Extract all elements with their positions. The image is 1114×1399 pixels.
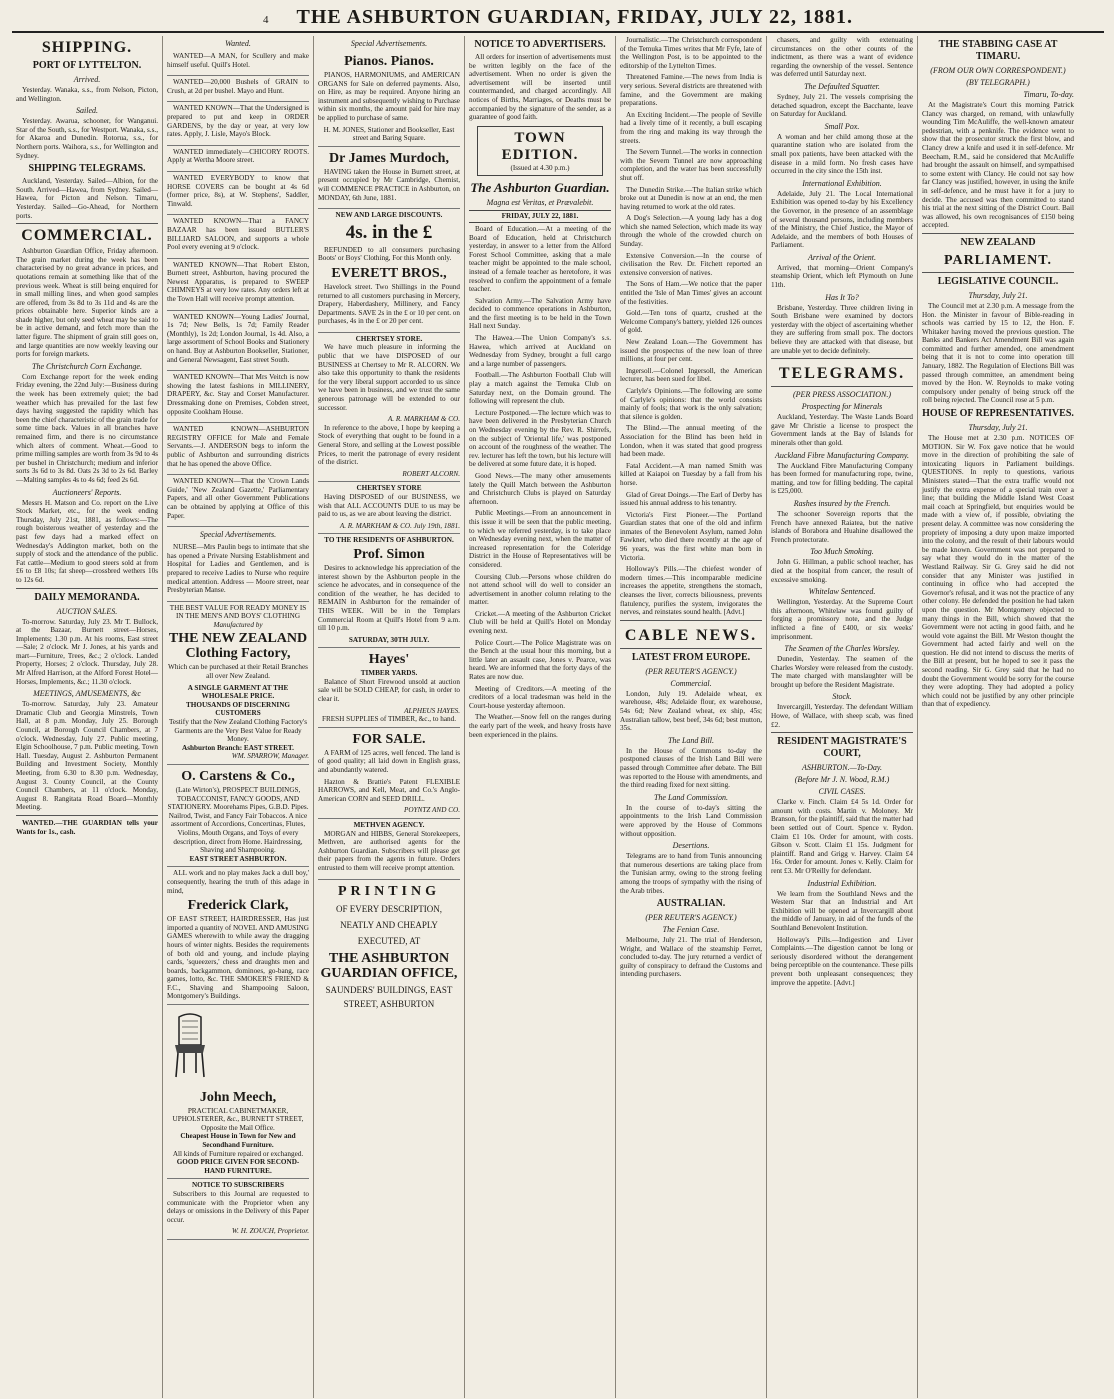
meech-ad: [167, 1005, 309, 1179]
australian-heading: AUSTRALIAN.: [656, 898, 726, 910]
ad-text: WANTED EVERYBODY to know that HORSE COVERS can be bought at 4s 6d (former price, 8s), at W. Stephens', Saddler, Tinwald.: [167, 173, 309, 208]
squatter-heading: The Defaulted Squatter.: [804, 81, 880, 91]
clothing-customers: THOUSANDS OF DISCERNING CUSTOMERS: [186, 700, 290, 718]
murdoch-name: Dr James Murdoch,: [329, 150, 449, 166]
shipping-telegrams-heading: SHIPPING TELEGRAMS.: [28, 163, 146, 175]
holloway-advert: Holloway's Pills.—Indigestion and Liver Complaints.—The digestion cannot be long or seriously disordered without the derangement being perceptible on the countenance. These pills prevent both unpleasant consequences; they improve the appetite. [Advt.]: [771, 935, 913, 987]
column-7: [918, 36, 1078, 1398]
stabbing-heading: THE STABBING CASE AT TIMARU.: [938, 39, 1058, 62]
chertsey-alcorn-sign: ROBERT ALCORN.: [402, 469, 460, 478]
page-number: 4: [262, 14, 269, 26]
wanted-ad: [167, 371, 309, 423]
agency-text: MORGAN and HIBBS, General Storekeepers, Methven, are authorised agents for the Ashburton Guardian. Subscribers will please get their papers from the agents in future. Orders entrusted to them will receive prompt attention.: [318, 829, 460, 872]
auctioneers-heading: Auctioneers' Reports.: [52, 487, 122, 497]
nz-heading: NEW ZEALAND: [960, 236, 1036, 248]
pianos-heading: Pianos. Pianos.: [344, 54, 434, 69]
everett-text: Havelock street. Two Shillings in the Pound returned to all customers purchasing in Mercery, Drapery, Haberdashery, Millinery, and Fancy Departments. SAVE 2s in the £ or 10 per cent. on purchases, 4s in the £ or 20 per cent.: [318, 282, 460, 326]
page-title: THE ASHBURTON GUARDIAN, FRIDAY, JULY 22, 1881.: [296, 6, 853, 28]
house-heading: HOUSE OF REPRESENTATIVES.: [922, 408, 1074, 420]
column-4: [465, 36, 616, 1398]
printing-text: OF EVERY DESCRIPTION, NEATLY AND CHEAPLY EXECUTED, AT: [336, 903, 442, 946]
house-dateline: Thursday, July 21.: [968, 423, 1028, 433]
column-2: [163, 36, 314, 1398]
correspondent-note: (FROM OUR OWN CORRESPONDENT.): [930, 66, 1066, 75]
timber-heading: TIMBER YARDS.: [360, 669, 418, 678]
schooner-text: The schooner Sovereign reports that the French have annexed Raiatea, but the native islands of Borabora and Huahine disallowed the French protectorate.: [771, 509, 913, 544]
article: Coursing Club.—Persons whose children do not attend school will do well to consider an advertisement in another column relating to the matter.: [469, 572, 611, 607]
simon-date: SATURDAY, 30TH JULY.: [348, 635, 430, 644]
stabbing-dateline: Timaru, To-day.: [1023, 90, 1074, 99]
australian-agency: (PER REUTER'S AGENCY.): [645, 913, 737, 923]
office-name: THE ASHBURTON GUARDIAN OFFICE,: [320, 950, 458, 981]
article: Board of Education.—At a meeting of the Board of Education, held at Christchurch yesterday, in answer to a letter from the Alford Forest School Committee, asking that a male teacher might be appointed to the male school, instead of a female teacher as heretofore, it was resolved to confirm the appointment of a female teacher.: [469, 224, 611, 294]
telegrams-heading: TELEGRAMS.: [778, 365, 906, 383]
article: The Sons of Ham.—We notice that the paper entitled the 'Isle of Man Times' gives an account of the festivities.: [620, 280, 762, 306]
carstens-text: (Late Wirton's), PROSPECT BUILDINGS, TOBACCONIST, FANCY GOODS, AND STATIONERY. Moorehams Pipes, G.B.D. Pipes. Nailrod, Twist, and Fancy Fair Tobaccos. A nice assortment of Accordions, Concertinas, Flutes, Violins, Mouth Organs, and Toys of every description, direct from Home. Hairdressing, Shaving and Shampooing.: [167, 786, 309, 855]
carstens-address: EAST STREET ASHBURTON.: [189, 854, 287, 863]
europe-heading: LATEST FROM EUROPE.: [631, 651, 751, 663]
article: The Weather.—Snow fell on the ranges during the early part of the week, and heavy frosts have been experienced in the plains.: [469, 713, 611, 739]
forsale-text-2: Hazton & Brattie's Patent FLEXIBLE HARROWS, and Kell, Meat, and Co.'s Anglo-American CORN and SEED DRILL.: [318, 777, 460, 803]
wanted-ad: [167, 50, 309, 76]
forsale-text: A FARM of 125 acres, well fenced. The land is of good quality; all laid down in English grass, and abundantly watered.: [318, 748, 460, 775]
smallpox-heading: Small Pox.: [824, 121, 860, 131]
clark-lead: ALL work and no play makes Jack a dull boy,' consequently, hearing the truth of this adage in mind,: [167, 869, 309, 895]
parliament-heading: PARLIAMENT.: [943, 252, 1053, 268]
chertsey-accounts-ad: [318, 482, 460, 534]
fenian-heading: The Fenian Case.: [662, 925, 720, 935]
clark-text: OF EAST STREET, HAIRDRESSER, Has just imported a quantity of NOVEL AND AMUSING GAMES wherewith to while away the dragging hours of winter nights. Besides the requirements of both old and young, and include playing cards, 'squeezers,' chess and draughts men and boards, backgammon, dominoes, go-bang, race games, lotto, &c. THE SMOKER'S FRIEND & F.C., Shaving and Shampooing Saloon, Montgomery's Buildings.: [167, 915, 309, 1001]
orient-heading: Arrival of the Orient.: [808, 252, 876, 262]
article: Public Meetings.—From an announcement in this issue it will be seen that the public meeting, to which we referred yesterday, is to take place on Wednesday evening next, when the matter of increased representation for the Coleridge District in the House of Representatives will be considered.: [469, 509, 611, 569]
industrial-text: We learn from the Southland News and the Western Star that an Industrial and Art Exhibition will be opened at Invercargill about the middle of January, in aid of the funds of the Southland Benevolent Institution.: [771, 889, 913, 932]
minerals-heading: Prospecting for Minerals: [801, 402, 883, 412]
continued-text: chasers, and guilty with extenuating circumstances on the other counts of the indictment, as there was a want of evidence regarding the ownership of the vessel. Sentence was deferred until Saturday next.: [771, 36, 913, 79]
chertsey-sign: A. R. MARKHAM & CO.: [387, 415, 460, 424]
paper-date: FRIDAY, JULY 22, 1881.: [469, 210, 611, 223]
stock-text: Invercargill, Yesterday. The defendant William Howe, of Wallace, with sheep scab, was fined £2.: [771, 703, 913, 729]
smoking-heading: Too Much Smoking.: [810, 547, 874, 557]
clothing-text: Which can be purchased at their Retail Branches all over New Zealand.: [168, 663, 308, 681]
timber-fresh: FRESH SUPPLIES of TIMBER, &c., to hand.: [321, 715, 457, 724]
stabbing-text: At the Magistrate's Court this morning Patrick Clancy was charged, on remand, with unlawfully wounding Tim McAuliffe, the well-known amateur pedestrian, with a penknife. The evidence went to show that the prosecutor struck the first blow, and Clancy drew a knife and used it in self-defence. Mr Beecham, R.M., said he considered that McAuliffe had brought the assault on himself, and sympathised to some extent with Clancy. He could not say how far Clancy was justified, however, in using the knife in self-defence, and he must have it for a jury to decide. The accused was then committed to stand his trial at the next sitting of the District Court. Bail was allowed, his own recognisances of £150 being accepted.: [922, 101, 1074, 230]
chair-illustration: [167, 1011, 213, 1081]
chertsey-accounts-sign: A. R. MARKHAM & CO. July 19th, 1881.: [339, 521, 460, 530]
schooner-heading: Rashes insured by the French.: [793, 498, 891, 508]
cable-commercial-text: London, July 19. Adelaide wheat, ex warehouse, 48s; Adelaide flour, ex warehouse, 54s 6d; New Zealand wheat, ex ship, 45s; Australian tallow, best beef, 34s 6d; best mutton, 35s.: [620, 689, 762, 733]
wanted-ad: [167, 146, 309, 172]
clothing-testify: Testify that the New Zealand Clothing Factory's Garments are the Very Best Value for Ready Money.: [168, 718, 308, 744]
exhibition-heading: International Exhibition.: [802, 178, 882, 188]
ad-text: WANTED KNOWN—That the Undersigned is prepared to put and keep in ORDER GARDENS, by the day or year, at very low rates. Apply, J. Lisle, Mayo's Block.: [167, 104, 309, 139]
ad-text: WANTED KNOWN—That a FANCY BAZAAR has been issued BUTLER'S BILLIARD SALOON, and supports a whole Pool every evening at 9 o'clock.: [167, 217, 309, 252]
meetings-text: To-morrow. Saturday, July 23. Amateur Dramatic Club and Georgia Minstrels, Town Hall, at 8 p.m. Monday, July 25. Borough Council, at Borough Council Chambers, at 7 o'clock. Wednesday, July 27. Public meeting, Elgin Schoolhouse, 7 p.m. Public meeting, Town Hall. Tuesday, August 2. Ashburton Permanent Building and Investment Society, Monthly Meeting, from 6.30 to 8.30 p.m. Wednesday, August 3. County Council, at the County Council Chambers, at 11 o'clock. Monday, August 8. Rangitata Road Board—Monthly Meeting.: [16, 700, 158, 812]
council-dateline: Thursday, July 21.: [968, 290, 1028, 300]
notice-sign: W. H. ZOUCH, Proprietor.: [231, 1227, 309, 1236]
auction-sales-text: To-morrow. Saturday, July 23. Mr T. Bullock, at the Bazaar, Burnett street—Horses, Implements; 1.30 p.m. At his rooms, East street—Sale; 2 o'clock. Mr J. Jones, at his yards and mart—Furniture, Trees, &c.; 2 o'clock. Landed Property, Horses; 2 o'clock. Thursday, July 28. Mr Alfred Harrison, at the Alford Forest Hotel—Horses, Implements, &c.; 11.30 o'clock.: [16, 617, 158, 686]
fibre-text: The Auckland Fibre Manufacturing Company has been formed for manufacturing rope, twine, matting, and tow for filling bedding. The capital is £25,000.: [771, 461, 913, 496]
article: A Dog's Selection.—A young lady has a dog which she named Selection, which made its way through the whole of the crowded church on Sunday.: [620, 214, 762, 249]
clothing-branch: Ashburton Branch: EAST STREET.: [182, 743, 294, 752]
smoking-text: John G. Hillman, a public school teacher, has died at the hospital from cancer, the result of excessive smoking.: [771, 558, 913, 584]
meetings-heading: MEETINGS, AMUSEMENTS, &c: [33, 689, 141, 699]
commercial-heading: COMMERCIAL.: [21, 227, 153, 245]
ad-text: WANTED—20,000 Bushels of GRAIN to Crush, at 2d per bushel. Mayo and Hunt.: [167, 78, 309, 95]
notice-heading: NOTICE TO SUBSCRIBERS: [191, 1181, 284, 1190]
desertions-text: Telegrams are to hand from Tunis announcing that numerous desertions are taking place from the Tunisian army, owing to the strong feeling among the troops of sympathy with the rising of the Arab tribes.: [620, 852, 762, 895]
wanted-ad: [167, 259, 309, 311]
chertsey-accounts-text: Having DISPOSED of our BUSINESS, we wish that ALL ACCOUNTS DUE to us may be paid to us, as we are about leaving the district.: [318, 492, 460, 519]
article: Threatened Famine.—The news from India is very serious. Several districts are threatened with famine, and the Government are making preparations.: [620, 73, 762, 108]
hayes-name: Hayes': [368, 652, 410, 668]
ad-text: WANTED—A MAN, for Scullery and make himself useful. Quill's Hotel.: [167, 52, 309, 69]
ad-text: WANTED KNOWN—Young Ladies' Journal, 1s 7d; New Bells, 1s 7d; Family Reader (Monthly), 1s 2d; London Journal, 1s 4d. Also, a large assortment of School Books and Stationery on hand. Buy at Ashburton Bookseller, Stationer, and General Newsagent, East street South.: [167, 312, 309, 364]
fibre-heading: Auckland Fibre Manufacturing Company.: [775, 450, 909, 460]
clothing-lead: THE BEST VALUE FOR READY MONEY IS IN THE MEN'S AND BOYS' CLOTHING: [169, 603, 307, 621]
office-address: SAUNDERS' BUILDINGS, EAST STREET, ASHBURTON: [325, 984, 453, 1009]
clark-ad: [167, 867, 309, 1005]
footer-advert: WANTED.—THE GUARDIAN tells your Wants for 1s., cash.: [16, 818, 158, 836]
clark-name: Frederick Clark,: [187, 898, 289, 914]
civil-cases-heading: CIVIL CASES.: [818, 787, 866, 797]
column-6: [767, 36, 918, 1398]
seamen-heading: The Seamen of the Charles Worsley.: [784, 644, 900, 654]
arrived-heading: Arrived.: [73, 75, 101, 84]
seamen-text: Dunedin, Yesterday. The seamen of the Charles Worsley were released from the custody. The mate charged with manslaughter will be brought up before the Resident Magistrate.: [771, 655, 913, 689]
article: Glad of Great Doings.—The Earl of Derby has issued his annual address to his tenantry.: [620, 490, 762, 508]
article: The Dunedin Strike.—The Italian strike which broke out at Dunedin is now at an end, the men having returned to work at the old rates.: [620, 185, 762, 211]
everett-name: EVERETT BROS.,: [331, 265, 447, 281]
fenian-text: Melbourne, July 21. The trial of Henderson, Wright, and Wallace of the steamship Ferret, concluded to-day. The jury returned a verdict of guilty of conspiracy to defraud the Customs and intending purchasers.: [620, 936, 762, 979]
nurse-ad: [167, 541, 309, 602]
land-bill-text: In the House of Commons to-day the postponed clauses of the Irish Land Bill were passed through Committee after debate. The Bill was reported to the House with amendments, and the third reading fixed for next sitting.: [620, 746, 762, 790]
clothing-name: THE NEW ZEALAND Clothing Factory,: [168, 631, 308, 662]
meech-name: John Meech,: [199, 1089, 277, 1105]
advertisers-notice-text: All orders for insertion of advertisements must be written legibly on the face of the advertisement. When no order is given the advertisement will be inserted until countermanded, and charged accordingly. All notices of Births, Marriages, or Deaths must be accompanied by the signature of the sender, as a guarantee of good faith.: [469, 53, 611, 122]
clothing-maker: Manufactured by: [213, 620, 263, 629]
column-1: [12, 36, 163, 1398]
shipping-heading: SHIPPING.: [41, 39, 133, 56]
printing-ad: [318, 880, 460, 1014]
ad-text: WANTED KNOWN—That Robert Elston, Burnett street, Ashburton, having procured the Newest Apparatus, is prepared to SWEEP CHIMNEYS at very low rates. Any orders left at the Town Hall will receive prompt attention.: [167, 260, 309, 304]
clothing-ad: [167, 602, 309, 765]
land-commission-heading: The Land Commission.: [653, 792, 728, 802]
stock-heading: Stock.: [832, 692, 852, 702]
agency-heading: METHVEN AGENCY.: [353, 821, 425, 829]
simon-text: Desires to acknowledge his appreciation of the interest shown by the Ashburton people in the science he advocates, and in consequence of the condition of the weather, he has decided to REMAIN in Ashburton for the remainder of THIS WEEK. Will be in the Templars Commercial Room at Quill's Hotel from 9 a.m. till 10 p.m.: [318, 563, 460, 633]
clothing-saving: A SINGLE GARMENT AT THE WHOLESALE PRICE.: [187, 683, 289, 701]
article: An Exciting Incident.—The people of Seville had a lively time of it recently, a bull escaping from the ring and making its way through the streets.: [620, 110, 762, 145]
pianos-ad: [318, 50, 460, 147]
minerals-text: Auckland, Yesterday. The Waste Lands Board gave Mr Christie a license to prospect the Government lands at the Bay of Islands for minerals other than gold.: [771, 413, 913, 447]
whitelaw-text: Wellington, Yesterday. At the Supreme Court this afternoon, Whitelaw was found guilty of forging a promissory note, and the Judge inflicted a fine of £400, or six weeks' imprisonment.: [771, 598, 913, 641]
column-5: [616, 36, 767, 1398]
corn-exchange-heading: The Christchurch Corn Exchange.: [32, 361, 142, 371]
forsale-heading: FOR SALE.: [352, 731, 426, 747]
special-ads-heading: Special Advertisements.: [350, 39, 428, 48]
article: Police Court.—The Police Magistrate was on the Bench at the usual hour this morning, but a little later an assault case, Jones v. Pearce, was heard. We are informed that the forty days of the Rates are now due.: [469, 638, 611, 682]
article: The Severn Tunnel.—The works in connection with the Severn Tunnel are now approaching completion, and the water has been successfully shut off.: [620, 148, 762, 182]
advertisers-notice-heading: NOTICE TO ADVERTISERS.: [474, 39, 606, 50]
cable-news-heading: CABLE NEWS.: [624, 626, 758, 644]
forsale-ad: [318, 728, 460, 819]
telegraph-note: (BY TELEGRAPH.): [966, 78, 1030, 87]
article: Cricket.—A meeting of the Ashburton Cricket Club will be held at Quill's Hotel on Monday evening next.: [469, 609, 611, 636]
whitelaw-heading: Whitelaw Sentenced.: [808, 587, 876, 597]
article: Gold.—Ten tons of quartz, crushed at the Welcome Company's battery, yielded 126 ounces of gold.: [620, 309, 762, 335]
wanted-ad: [167, 311, 309, 372]
chertsey-alcorn-text: In reference to the above, I hope by keeping a Stock of everything that ought to be found in a General Store, and selling at the Lowest possible Prices, to merit the patronage of every resident of the district.: [318, 423, 460, 467]
wanted-ad: [167, 76, 309, 102]
article: Victoria's First Pioneer.—The Portland Guardian states that one of the old and infirm inmates of the Benevolent Asylum, named John Fawkner, who died there recently at the age of 96 years, was the first white man born in Victoria.: [620, 510, 762, 562]
discount-text: REFUNDED to all consumers purchasing Boots' or Boys' Clothing, For this Month only.: [318, 245, 460, 263]
wanted-ad: [167, 102, 309, 145]
chertsey-heading: CHERTSEY STORE.: [355, 334, 423, 343]
land-commission-text: In the course of to-day's sitting the appointments to the Irish Land Commission were approved by the House of Commons without opposition.: [620, 803, 762, 838]
commercial-subheading: Commercial.: [670, 678, 712, 688]
town-edition: TOWN EDITION.: [501, 129, 579, 163]
court-place: ASHBURTON.—To-Day.: [801, 763, 882, 773]
clothing-manager: WM. SPARROW, Manager.: [231, 752, 309, 761]
chertsey-ad: [318, 333, 460, 483]
sailed-text: Yesterday. Awarua, schooner, for Wanganui. Star of the South, s.s., for Westport. Wanaka, s.s., for Akaroa and Dunedin. Rotorua, s.s., for Northern ports. Waihora, s.s., for Wellington and Sydney.: [16, 117, 158, 160]
article: Lecture Postponed.—The lecture which was to have been delivered in the Presbyterian Church on Wednesday evening by the Rev. R. Shirrefs, on the subject of 'Oriental life,' was postponed on account of the roughness of the weather. The rev. lecturer has left the town, but his lecture will be delivered at some future date, it is hoped.: [469, 408, 611, 469]
meech-cheap: Cheapest House in Town for New and Secondhand Furniture.: [180, 1132, 296, 1150]
legislative-heading: LEGISLATIVE COUNCIL.: [937, 275, 1059, 287]
shipping-telegrams-text: Auckland, Yesterday. Sailed—Albion, for the South. Arrived—Hawea, from Sydney. Sailed—Hawea, for Picton and Nelson. Timaru, Yesterday. Sailed—Go-Ahead, for Northern ports.: [16, 177, 158, 220]
holloway-advert: Holloway's Pills.—The chiefest wonder of modern times.—This incomparable medicine increases the appetite, strengthens the stomach, cleanses the liver, corrects biliousness, prevents flatulency, purifies the system, invigorates the nerves, and reinstates sound health. [Advt.]: [620, 565, 762, 617]
auctioneers-text: Messrs H. Matson and Co. report on the Live Stock Market, etc., for the week ending Thursday, July 21st, 1881, as follows:—The rough boisterous weather of yesterday and the past few days had a marked effect on Wednesday's Addington market, both on the supply of stock and the attendance of the public. Fat cattle—Medium to good steers sold at from £6 to £8 10s; fat sheep—crossbred wethers 10s to 12s 6d.: [16, 498, 158, 584]
telegrams-agency: (PER PRESS ASSOCIATION.): [793, 390, 891, 400]
hayes-ad: [318, 648, 460, 728]
meech-price: GOOD PRICE GIVEN FOR SECOND-HAND FURNITURE.: [176, 1158, 300, 1175]
ad-text: WANTED KNOWN—That the 'Crown Lands Guide,' 'New Zealand Gazette,' Parliamentary Papers, and all other Government Publications can be obtained by applying at Office of this Paper.: [167, 477, 309, 520]
house-text: The House met at 2.30 p.m. NOTICES OF MOTION. Sir W. Fox gave notice that he would move in the direction of prohibiting the sale of intoxicating liquors in Parliament buildings. QUESTIONS. In reply to questions, various Ministers stated—That the extra traffic would not justify the extra expense of a special train over a line; that building the Middle Island West Coast mail coach at Springfield, but enquiries would be made with a view of, if possible, obviating the present delay. A committee was now considering the propriety of imposing a duty upon maize imported into the colony, and the result of their labours would be made known. Government was not prepared to say what they would do in the matter of the Westland Railway. Sir G. Grey said he did not consider that any Minister was justified in continuing in office who had accepted the Governor's refusal, and it was not the practice of any other colony. He defended the position he had taken upon the question. Mr Montgomery objected to many things in the Bill, which showed that the Government were not acting in good faith, and he would vote against the Bill. Mr Weston thought the Government had acted fairly and well on the question. He did not intend to discuss the merits of the Bill at present, but he hoped to see it pass the second reading. Sir G. Grey said that he had no doubt the Government would be sorry for the course they were adopting. They had adopted a policy which could not be justified by any other principle than that of expediency.: [922, 434, 1074, 709]
pianos-sign: H. M. JONES, Stationer and Bookseller, East street and Baring Square.: [323, 125, 455, 143]
port-heading: PORT OF LYTTELTON.: [32, 60, 142, 71]
wanted-ad: [167, 172, 309, 215]
squatter-text: Sydney, July 21. The vessels comprising the detached squadron, except the Bacchante, leave on Saturday for Auckland.: [771, 92, 913, 119]
wanted-ad: [167, 423, 309, 475]
town-edition-box: [477, 126, 603, 177]
article: The Hawea.—The Union Company's s.s. Hawea, which arrived at Auckland on Wednesday from Sydney, brought a full cargo and a large number of passengers.: [469, 334, 611, 368]
timber-sign: ALPHEUS HAYES.: [404, 706, 460, 715]
meech-text: PRACTICAL CABINETMAKER, UPHOLSTERER, &c., BURNETT STREET, Opposite the Mail Office.: [172, 1106, 304, 1132]
pianos-text: PIANOS, HARMONIUMS, and AMERICAN ORGANS for Sale on deferred payments. Also, on Hire, as may be required. Anyone hiring an instrument and subsequently wishing to Purchase within six months, the amount paid for hire may be applied to purchase of same.: [318, 71, 460, 122]
arrived-text: Yesterday. Wanaka, s.s., from Nelson, Picton, and Wellington.: [16, 86, 158, 103]
sailed-heading: Sailed.: [76, 106, 98, 116]
murdoch-ad: [318, 147, 460, 209]
agency-note: (PER REUTER'S AGENCY.): [645, 666, 737, 676]
article: Extensive Conversion.—In the course of civilisation the Rev. Dr. Fitchett reported an extensive conversion of natives.: [620, 251, 762, 277]
subscriber-notice: [167, 1179, 309, 1240]
simon-name: Prof. Simon: [353, 546, 425, 562]
article: Meeting of Creditors.—A meeting of the creditors of a local tradesman was held in the Court-house yesterday afternoon.: [469, 684, 611, 710]
meech-repairs: All kinds of Furniture repaired or exchanged.: [172, 1149, 304, 1158]
ad-text: WANTED KNOWN—ASHBURTON REGISTRY OFFICE for Male and Female Servants.—J. ANDERSON begs to inform the public of Ashburton and surrounding districts that he has opened the above Office.: [167, 425, 309, 468]
exhibition-text: Adelaide, July 21. The Local International Exhibition was opened to-day by his Excellency the Governor, in the presence of an assemblage of several thousand persons, including members of the Ministry, the Chief Justice, the Mayor of Adelaide, and the members of both Houses of Parliament.: [771, 189, 913, 250]
issued-time: (Issued at 4.30 p.m.): [510, 163, 570, 172]
special-ads-heading: Special Advertisements.: [199, 530, 277, 540]
brisbane-heading: Has It To?: [825, 292, 859, 302]
council-text: The Council met at 2.30 p.m. A message from the Hon. the Minister in favour of Bible-reading in schools was carried by 15 to 12, the Hon. F. Whitaker having moved the previous question. The Banks and Bankers Act Amendment Bill was again committed and further amended, one amendment being that it is not to come into operation till January, 1882. The Regulation of Elections Bill was passed through committee, an amendment being moved by the Hon. W. Reynolds to make voting compulsory under penalty of being struck off the roll being rejected. The Council rose at 5 p.m.: [922, 301, 1074, 405]
land-bill-heading: The Land Bill.: [667, 735, 714, 745]
article: Carlyle's Opinions.—The following are some of Carlyle's opinions: that the world consists mainly of fools; that work is the only salvation; that silence is golden.: [620, 386, 762, 421]
smallpox-text: A woman and her child among those at the quarantine station who are isolated from the small pox patients, have been attacked with the disease in a mild form. No fresh cases have occurred in the city since the 15th inst.: [771, 132, 913, 176]
court-heading: RESIDENT MAGISTRATE'S COURT,: [777, 736, 907, 760]
court-before: (Before Mr J. N. Wood, R.M.): [794, 775, 890, 785]
discount-lead: NEW AND LARGE DISCOUNTS.: [335, 211, 443, 220]
article: Football.—The Ashburton Football Club will play a match against the Temuka Club on Saturday next, on the Domain ground. The following will represent the club.: [469, 371, 611, 406]
article: Ingersoll.—Colonel Ingersoll, the American lecturer, has been sued for libel.: [620, 366, 762, 384]
article: Good News.—The many other amusements lately the Quill Match between the Ashburton and Christchurch Clubs is played on Saturday afternoon.: [469, 471, 611, 506]
discount-ad: [318, 209, 460, 333]
masthead: [12, 6, 1104, 33]
article: New Zealand Loan.—The Government has issued the prospectus of the new loan of three millions, at four per cent.: [620, 338, 762, 364]
carstens-ad: [167, 765, 309, 867]
notice-text: Subscribers to this Journal are requested to communicate with the Proprietor when any delays or omissions in the Delivery of this Paper occur.: [167, 1190, 309, 1224]
wanted-heading: Wanted.: [225, 39, 251, 48]
court-text: Clarke v. Finch. Claim £4 5s 1d. Order for amount with costs. Martin v. Moloney. Mr Branson, for the plaintiff, said that the matter had been settled out of Court. Spence v. Rydon. Claim £1 10s. Order for amount, with costs. Gibson v. Scott. Claim £1 15s. Judgment for plaintiff. Rand and Grigg v. Harvey. Claim £4 16s. Order for amount. Jones v. Kelly. Claim for rent £3. Mr O'Reilly for defendant.: [771, 798, 913, 875]
agency-ad: [318, 819, 460, 880]
paper-motto: Magna est Veritas, et Prævalebit.: [486, 198, 594, 208]
wanted-ad: [167, 475, 309, 527]
carstens-name: O. Carstens & Co.,: [181, 769, 295, 784]
wanted-ad: [167, 215, 309, 258]
auction-sales-heading: AUCTION SALES.: [56, 606, 118, 616]
article: Salvation Army.—The Salvation Army have decided to commence operations in Ashburton, and the first meeting is to be held in the Town Hall next Sunday.: [469, 296, 611, 331]
murdoch-text: HAVING taken the House in Burnett street, at present occupied by Mr Cambridge, Chemist, will COMMENCE PRACTICE in Ashburton, on MONDAY, 6th June, 1881.: [318, 167, 460, 202]
residents-heading: TO THE RESIDENTS OF ASHBURTON.: [324, 536, 454, 545]
paper-name: The Ashburton Guardian.: [470, 180, 610, 196]
chertsey-accounts-heading: CHERTSEY STORE: [356, 484, 422, 493]
desertions-heading: Desertions.: [672, 841, 710, 851]
printing-heading: PRINTING: [337, 883, 440, 899]
article: Journalistic.—The Christchurch correspondent of the Temuka Times writes that Mr Fyfe, late of the Wellington Post, is to be appointed to the editorship of the Lyttelton Times.: [620, 36, 762, 70]
corn-exchange-text: Corn Exchange report for the week ending Friday evening, the 22nd July:—Business during the week has been extremely quiet; the bad weather which has prevailed for the last few days having suggested the rapidity which has been the chief characteristic of the grain trade for some time back. Values in all branches have remained firm, and there is no circumstance which alters of comment. Wheat.—Good to prime milling samples are worth from 3s 9d to 4s per bushel in Christchurch; medium and inferior sorts 3s 6d to 3s 8d. Oats 2s 3d to 2s 6d. Barley—Malting samples 4s to 4s 6d; feed 2s 6d.: [16, 372, 158, 484]
memoranda-heading: DAILY MEMORANDA.: [34, 591, 140, 603]
ad-text: WANTED immediately—CHICORY ROOTS. Apply at Wertha Moore street.: [167, 147, 309, 165]
forsale-sign: POYNTZ AND CO.: [404, 806, 460, 815]
ad-text: WANTED KNOWN—That Mrs Veitch is now showing the latest fashions in MILLINERY, DRAPERY, &c. Stay and Corset Manufacturer. Dressmaking done on Premises, Cobden street, opposite Cookham House.: [167, 373, 309, 416]
chertsey-text: We have much pleasure in informing the public that we have DISPOSED of our BUSINESS at Chertsey to Mr R. ALCORN. We also take this opportunity to thank the residents for the very liberal support accorded to us since we have been in business, and we trust the same generous patronage will be extended to our successor.: [318, 343, 460, 412]
commercial-text: Ashburton Guardian Office, Friday afternoon. The grain market during the week has been characterised by no great advance in prices, and quotations remain at something like that of the previous week. Wheat is still being enquired for in small milling lines, and when good samples are offered, from 3s 8d to 3s 11d and 4s are the prices obtainable here. Superior kinds are a shade higher, but only seed wheat may be said to be in active demand, and fetch more than the latter figure. The shipment of grain still goes on, and large quantities are now weekly leaving our ports for foreign markets.: [16, 247, 158, 359]
columns: [12, 36, 1104, 1398]
simon-ad: [318, 534, 460, 648]
column-3: [314, 36, 465, 1398]
timber-text: Balance of Short Firewood unsold at auction sale will be SOLD CHEAP, for cash, in order to clear it.: [318, 677, 460, 704]
article: Fatal Accident.—A man named Smith was killed at Kaiapoi on Tuesday by a fall from his horse.: [620, 461, 762, 487]
ad-text: NURSE—Mrs Paulin begs to intimate that she has opened a Private Nursing Establishment and Hospital for Ladies and Gentlemen, and is prepared to receive Ladies to Nurse who require medical attention. Address — Moore street, near Presbyterian Manse.: [167, 543, 309, 595]
article: The Blind.—The annual meeting of the Association for the Blind has been held in London, when it was stated that good progress had been made.: [620, 424, 762, 459]
brisbane-text: Brisbane, Yesterday. Three children living in South Brisbane were examined by doctors yesterday with the object of ascertaining whether they are suffering from small pox. The doctors believe they are attacked with that disease, but are unable yet to decide definitely.: [771, 303, 913, 355]
orient-text: Arrived, that morning—Orient Company's steamship Orient, which left Plymouth on June 11th.: [771, 263, 913, 290]
discount-amount: 4s. in the £: [345, 221, 433, 243]
industrial-heading: Industrial Exhibition.: [807, 878, 877, 888]
